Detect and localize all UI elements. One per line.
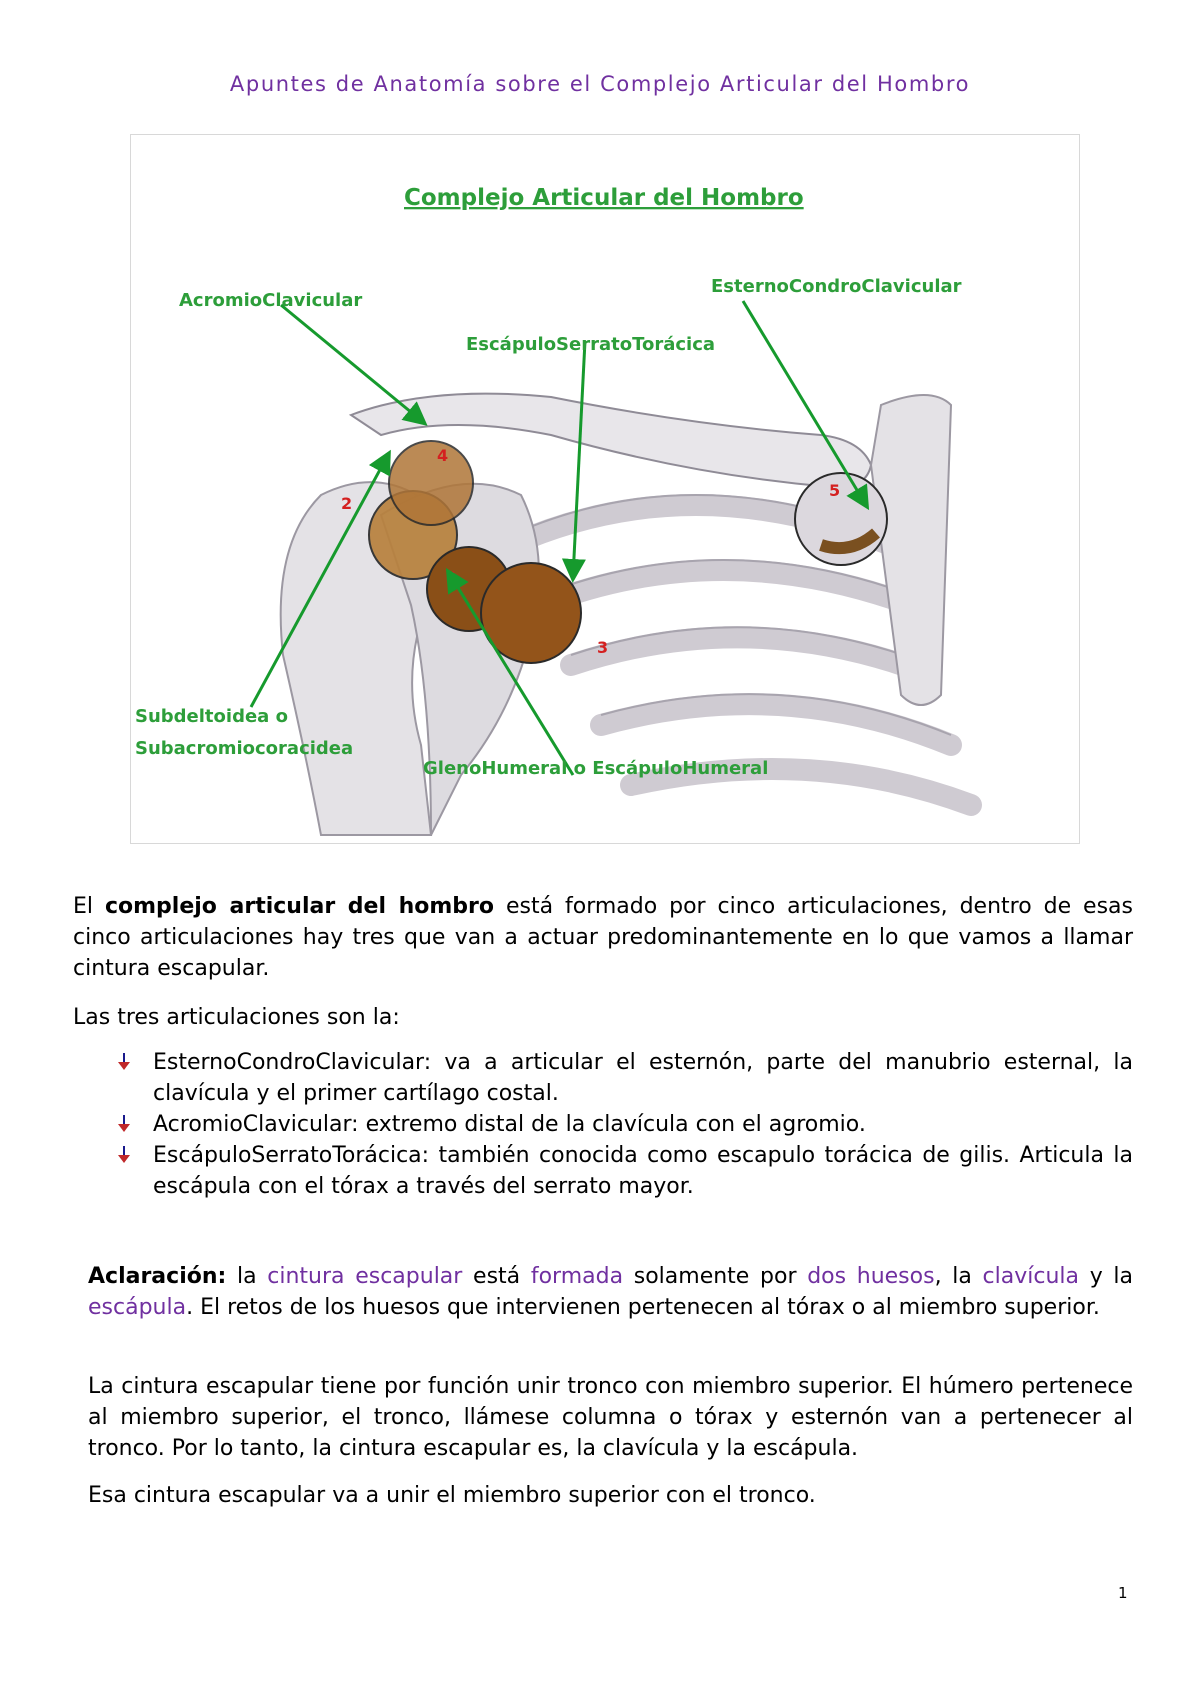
list-item-text: EscápuloSerratoTorácica: también conocida como escapulo torácica de gilis. Articula la escápula con el tórax a través del serrato mayor. [153, 1143, 1133, 1199]
clarification-label: Aclaración: [88, 1264, 227, 1289]
label-subdeltoidea-line2: Subacromiocoracidea [135, 738, 354, 759]
note-text: , la [934, 1264, 983, 1289]
joint-number-4: 4 [437, 446, 449, 465]
list-item [73, 1140, 1133, 1202]
joint-number-5: 5 [829, 481, 841, 500]
joint-number-2: 2 [341, 494, 353, 513]
list-item-text: EsternoCondroClavicular: va a articular el esternón, parte del manubrio esternal, la clavícula y el primer cartílago costal. [153, 1050, 1133, 1106]
arrow-down-bullet-icon [117, 1115, 131, 1133]
label-escapuloserratotoracica: EscápuloSerratoTorácica [466, 334, 716, 355]
list-intro: Las tres articulaciones son la: [73, 1005, 400, 1030]
note-text: la [226, 1264, 268, 1289]
shoulder-diagram-figure [130, 134, 1080, 844]
highlight-term: formada [530, 1264, 624, 1289]
note-text: y la [1079, 1264, 1133, 1289]
label-acromioclavicular: AcromioClavicular [179, 290, 363, 311]
list-item [73, 1109, 1133, 1140]
clarification-paragraph [88, 1261, 1133, 1323]
label-glenohumeral: GlenoHumeral o EscápuloHumeral [423, 758, 769, 779]
arrow-down-bullet-icon [117, 1146, 131, 1164]
intro-bold-term: complejo articular del hombro [104, 894, 495, 919]
note-text: solamente por [623, 1264, 808, 1289]
page-number: 1 [1118, 1584, 1128, 1602]
function-paragraph: La cintura escapular tiene por función unir tronco con miembro superior. El húmero pertenece al miembro superior, el tronco, llámese columna o tórax y esternón van a pertenecer al tronco. Por lo tanto, la cintura escapular es, la clavícula y la escápula. [88, 1374, 1133, 1461]
intro-text-1: El [73, 894, 105, 919]
intro-text-2: está formado por cinco articulaciones, dentro de esas cinco articulaciones hay tres que van a actuar predominantemente en lo que vamos a llamar cintura escapular. [73, 894, 1133, 981]
intro-paragraph [73, 891, 1133, 984]
joint-number-3: 3 [597, 638, 609, 657]
label-esternocondroclavicular: EsternoCondroClavicular [711, 276, 962, 297]
note-text: . El retos de los huesos que intervienen pertenecen al tórax o al miembro superior. [186, 1295, 1100, 1320]
highlight-term: cintura escapular [267, 1264, 463, 1289]
highlight-term: escápula [88, 1295, 187, 1320]
arrow-down-bullet-icon [117, 1053, 131, 1071]
list-item-text: AcromioClavicular: extremo distal de la clavícula con el agromio. [153, 1112, 866, 1137]
closing-paragraph: Esa cintura escapular va a unir el miembro superior con el tronco. [88, 1483, 816, 1508]
joint-number-1: 1 [447, 568, 459, 587]
note-text: está [462, 1264, 531, 1289]
highlight-term: clavícula [982, 1264, 1080, 1289]
figure-title: Complejo Articular del Hombro [404, 185, 804, 211]
highlight-term: dos huesos [807, 1264, 935, 1289]
page-header-title: Apuntes de Anatomía sobre el Complejo Articular del Hombro [229, 72, 971, 96]
label-subdeltoidea-line1: Subdeltoidea o [135, 706, 288, 727]
shoulder-diagram [131, 135, 1079, 843]
articulations-list [73, 1047, 1133, 1202]
list-item [73, 1047, 1133, 1109]
